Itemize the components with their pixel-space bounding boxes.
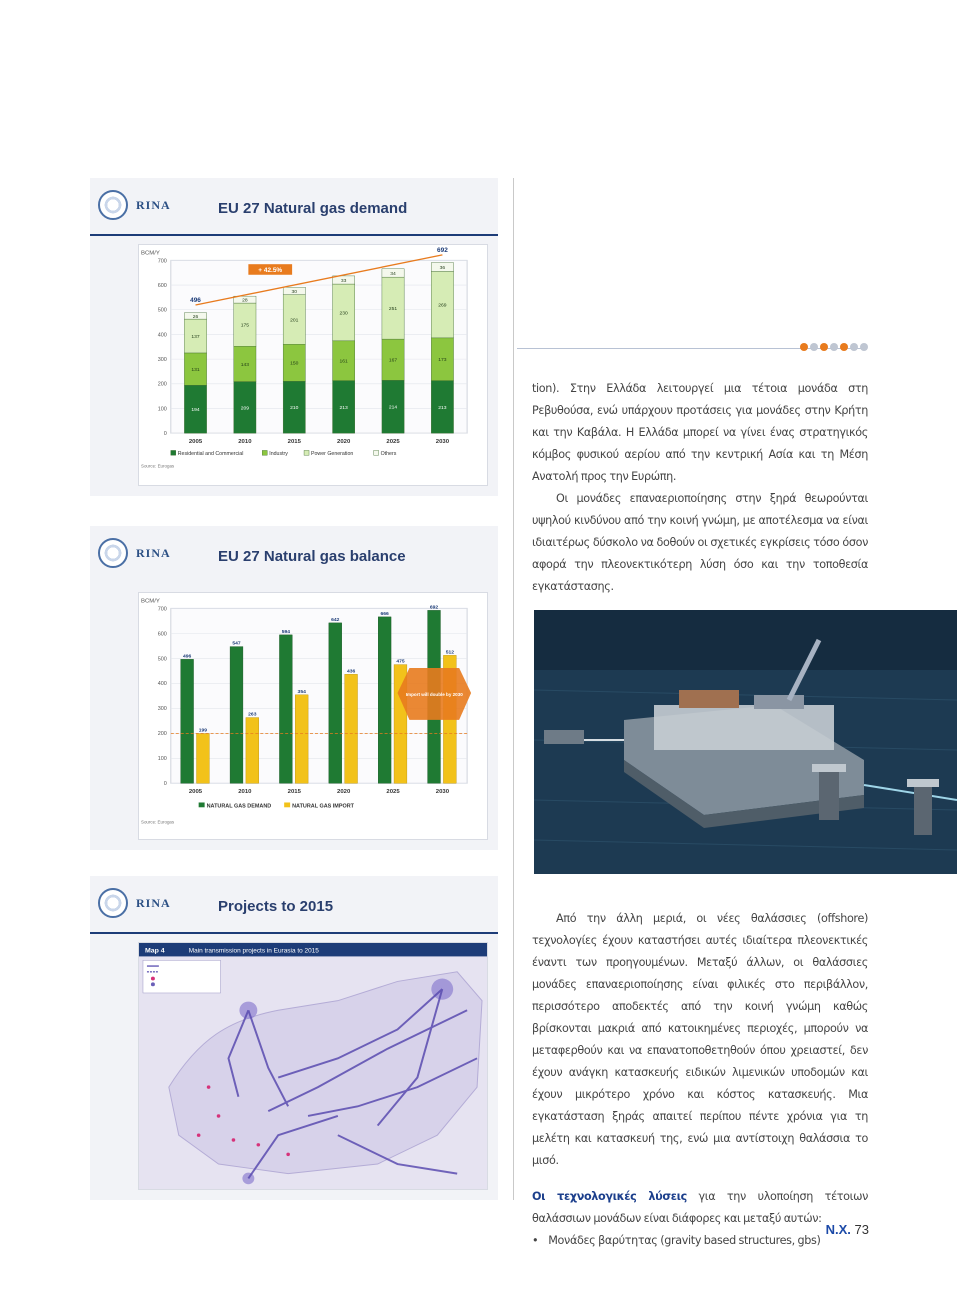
projects-map: [139, 943, 487, 1189]
rina-logo: [98, 538, 171, 568]
x-tick-label: 2025: [386, 788, 400, 795]
bar-data-label: 161: [339, 359, 348, 365]
bar-data-label: 214: [388, 405, 398, 411]
legend-label: Others: [380, 451, 397, 458]
y-tick-label: 600: [157, 283, 167, 289]
paragraph-gap: [532, 1172, 868, 1186]
bar-data-label: 30: [291, 289, 298, 295]
rina-logo-text: RINA: [136, 197, 171, 212]
paragraph-2: Οι μονάδες επαναεριοποίησης στην ξηρά θεωρούνται υψηλού κινδύνου από την κοινή γνώμη, με αποτέλεσμα να είναι ιδιαιτέρως δύσκολο να δοθούν οι σχετικές εγκρίσεις τόσο όσον αφορά την πλεονεκτικότερη λύση όσο και την τοποθεσία εγκατάστασης.: [532, 492, 868, 593]
offshore-terminal-image: [534, 610, 957, 874]
bar-data-label: 143: [240, 362, 250, 368]
decorative-dot: [850, 343, 858, 351]
x-tick-label: 2015: [287, 788, 301, 795]
bar-data-label: 547: [232, 641, 241, 647]
column-divider: [513, 178, 514, 1200]
decorative-dot: [810, 343, 818, 351]
rina-logo: [98, 888, 171, 918]
bar-data-label: 496: [182, 654, 192, 660]
legend-swatch: [262, 450, 267, 455]
bar-data-label: 199: [198, 728, 208, 734]
y-tick-label: 0: [163, 781, 167, 788]
legend-label: NATURAL GAS DEMAND: [206, 803, 272, 810]
balance-panel: [90, 526, 498, 850]
bar: [329, 623, 342, 783]
x-tick-label: 2025: [386, 438, 400, 445]
bar-data-label: 34: [390, 271, 396, 277]
rina-logo: [98, 190, 171, 220]
bar-data-label: 213: [339, 405, 348, 411]
legend-label: Power Generation: [311, 451, 354, 458]
x-tick-label: 2030: [435, 438, 450, 445]
bar-data-label: 137: [191, 334, 200, 340]
bar-data-label: 642: [331, 617, 340, 623]
demand-panel-header: [90, 178, 498, 240]
bar-data-label: 354: [297, 689, 306, 695]
bar: [279, 635, 292, 783]
bar-data-label: 26: [192, 314, 199, 320]
offshore-terminal-illustration: [534, 610, 957, 874]
bar-data-label: 210: [290, 406, 299, 412]
bar-data-label: 209: [240, 406, 250, 412]
page-prefix: N.X.: [825, 1222, 851, 1237]
paragraph-3: Από την άλλη μεριά, οι νέες θαλάσσιες (offshore) τεχνολογίες έχουν καταστήσει αυτές ιδιαίτερα πλεονεκτικές έναντι των προηγουμένων. Μεταξύ άλλων, οι θαλάσσιες μονάδες επαναεριοποίησης είναι φιλικές στο περιβάλλον, περισσότερο αποδεκτές από την κοινή γνώμη καθώς βρίσκονται μακριά από κατοικημένες περιοχές, μπορούν να μεταφερθούν και να επανατοποθετηθούν όπου χρειαστεί, δεν έχουν ανάγκη κατασκευής ειδικών λιμενικών υποδομών και έχουν μικρότερο χρόνο και κόστος κατασκευής. Μια εγκατάσταση ξηράς απαιτεί περίπου πέντε χρόνια για τη μελέτη και κατασκευή της, ενώ μια αντίστοιχη θαλάσσια το μισό.: [532, 912, 868, 1167]
y-tick-label: 400: [157, 332, 167, 339]
y-tick-label: 700: [157, 258, 167, 265]
bar: [295, 695, 308, 783]
paragraph-4: [532, 1186, 868, 1230]
chart-source: Source: Eurogas: [140, 463, 175, 469]
bar-data-label: 167: [388, 358, 398, 364]
y-tick-label: 600: [157, 631, 167, 638]
y-axis-label: BCM/Y: [140, 598, 160, 605]
y-tick-label: 500: [157, 307, 167, 314]
x-tick-label: 2015: [287, 438, 301, 445]
balance-panel-title: EU 27 Natural gas balance: [218, 548, 406, 565]
bar: [230, 647, 243, 784]
bar: [345, 674, 358, 783]
x-tick-label: 2005: [188, 788, 203, 795]
bullet-text: Μονάδες βαρύτητας (gravity based structures, gbs): [548, 1234, 821, 1247]
x-tick-label: 2020: [337, 438, 351, 445]
rina-logo-icon: [98, 538, 128, 568]
bar-data-label: 173: [438, 358, 447, 364]
demand-chart-area: [138, 244, 488, 486]
map-caption: Main transmission projects in Eurasia to 2015: [188, 947, 319, 955]
bar-data-label: 594: [281, 629, 291, 635]
demand-chart: [139, 245, 487, 485]
bar-data-label: 201: [290, 318, 299, 324]
y-tick-label: 0: [163, 431, 167, 438]
bar: [246, 718, 259, 784]
legend-swatch: [199, 802, 205, 807]
legend-label: Industry: [269, 451, 288, 458]
y-tick-label: 400: [157, 681, 167, 688]
bullet-marker: •: [532, 1234, 539, 1247]
decorative-dot: [800, 343, 808, 351]
rina-logo-icon: [98, 190, 128, 220]
bar: [181, 659, 194, 783]
bullet-item: [532, 1230, 868, 1252]
rina-logo-text: RINA: [136, 895, 171, 910]
bar-data-label: 131: [191, 368, 200, 373]
bar-data-label: 230: [339, 311, 348, 317]
y-tick-label: 500: [157, 656, 167, 663]
demand-panel: [90, 178, 498, 496]
bar-data-label: 263: [248, 712, 257, 718]
bar-data-label: 512: [445, 650, 454, 656]
text-block-bottom: [532, 908, 868, 1252]
total-label-end: 692: [437, 247, 448, 254]
bar: [197, 734, 210, 784]
bar-data-label: 28: [242, 298, 248, 304]
bar-data-label: 436: [346, 669, 356, 675]
balance-chart: [139, 593, 487, 839]
header-rule: [90, 932, 498, 934]
annotation-label: + 42.5%: [258, 266, 283, 274]
decorative-dots: [800, 343, 868, 351]
bar-data-label: 33: [340, 278, 347, 284]
total-label-start: 496: [190, 297, 201, 305]
bar: [378, 617, 391, 783]
balance-panel-header: [90, 526, 498, 588]
y-axis-label: BCM/Y: [140, 250, 160, 257]
legend-swatch: [171, 450, 176, 455]
demand-panel-title: EU 27 Natural gas demand: [218, 200, 408, 217]
chart-source: Source: Eurogas: [140, 819, 175, 825]
projects-map-area: [138, 942, 488, 1190]
decorative-dot: [820, 343, 828, 351]
bar-data-label: 36: [439, 265, 446, 271]
x-tick-label: 2020: [337, 788, 351, 795]
legend-label: NATURAL GAS IMPORT: [292, 803, 354, 810]
x-tick-label: 2005: [188, 438, 203, 445]
bar-data-label: 269: [438, 303, 447, 309]
decorative-dot: [860, 343, 868, 351]
bar-data-label: 213: [438, 405, 447, 411]
projects-panel-header: [90, 876, 498, 938]
legend-swatch: [374, 450, 379, 455]
x-tick-label: 2010: [238, 788, 252, 795]
bar-data-label: 666: [380, 611, 389, 617]
text-block-top: [532, 378, 868, 598]
lead-rest-text: για την υλοποίηση τέτοιων θαλάσσιων μονάδων είναι διάφορες και μεταξύ αυτών:: [532, 1190, 869, 1225]
y-tick-label: 200: [157, 731, 167, 738]
map-tag: Map 4: [144, 947, 165, 955]
legend-swatch: [284, 802, 290, 807]
legend-swatch: [304, 450, 309, 455]
plot-area: [171, 260, 467, 433]
rina-logo-text: RINA: [136, 545, 171, 560]
x-tick-label: 2010: [238, 438, 252, 445]
y-tick-label: 700: [157, 606, 167, 613]
bar-data-label: 194: [191, 408, 200, 414]
bar-data-label: 475: [396, 659, 405, 665]
bar-data-label: 150: [290, 361, 299, 367]
page-number: [826, 1222, 869, 1237]
y-tick-label: 300: [157, 706, 167, 713]
bar-data-label: 175: [240, 323, 250, 329]
bar-data-label: 251: [388, 307, 398, 313]
balance-chart-area: [138, 592, 488, 840]
x-tick-label: 2030: [435, 788, 450, 795]
projects-panel: [90, 876, 498, 1200]
rina-logo-icon: [98, 888, 128, 918]
decorative-dot: [840, 343, 848, 351]
decorative-dot: [830, 343, 838, 351]
y-tick-label: 300: [157, 357, 167, 363]
legend-label: Residential and Commercial: [177, 451, 244, 458]
annotation-label: Import will double by 2030: [405, 691, 463, 697]
y-tick-label: 100: [157, 406, 167, 413]
projects-panel-title: Projects to 2015: [218, 898, 334, 915]
y-tick-label: 200: [157, 381, 167, 388]
paragraph-1: tion). Στην Ελλάδα λειτουργεί μια τέτοια μονάδα στη Ρεβυθούσα, ενώ υπάρχουν προτάσεις για μονάδες στην Κρήτη και την Καβάλα. Η Ελλάδα μπορεί να γίνει ένας στρατηγικός κόμβος φυσικού αερίου από την κεντρική Ασία και τη Μέση Ανατολή προς την Ευρώπη.: [532, 382, 868, 483]
y-tick-label: 100: [157, 756, 167, 763]
header-rule: [90, 234, 498, 236]
bar-data-label: 692: [429, 605, 439, 611]
lead-bold-text: Οι τεχνολογικές λύσεις: [532, 1190, 687, 1203]
page-num: 73: [854, 1222, 869, 1237]
